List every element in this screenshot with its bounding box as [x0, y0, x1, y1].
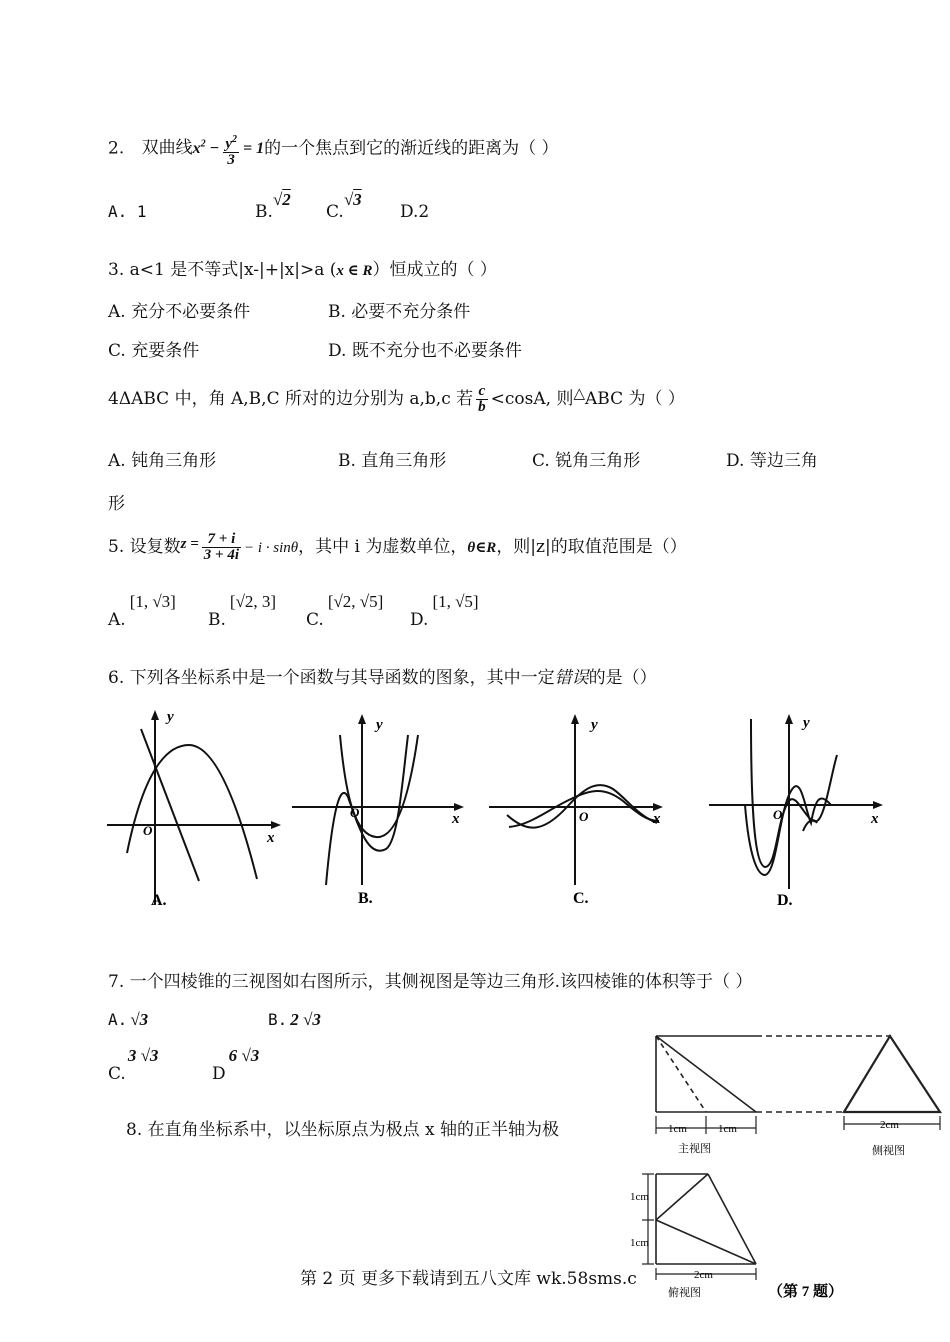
q6-graph-b: [290, 705, 470, 920]
graph-a-parabola: [127, 745, 257, 879]
q2-eq-den: 3: [227, 151, 235, 168]
q7-option-b-label: B.: [268, 1010, 288, 1029]
top-view-mid-line-1: [656, 1174, 708, 1220]
top-view-right-slant: [708, 1174, 756, 1264]
q4-stem: [108, 372, 685, 426]
q7-option-c: [108, 1046, 159, 1084]
q3-stem: [108, 255, 497, 280]
q7-option-a: [108, 1010, 148, 1030]
q5-option-b-value: [√2, 3]: [229, 592, 277, 611]
q4-frac-num: c: [476, 384, 488, 400]
q7-stem: 7. 一个四棱锥的三视图如右图所示，其侧视图是等边三角形.该四棱锥的体积等于（ ）: [108, 972, 753, 992]
q4-stem-b: <cosA, 则: [490, 389, 574, 409]
q7-option-a-value: √3: [130, 1010, 149, 1029]
graph-b-y-label: y: [376, 717, 383, 733]
q4-option-d-wrap: 形: [108, 494, 125, 514]
q3-stem-math: x ∈ R: [336, 263, 373, 279]
graph-c-y-arrow: [571, 714, 579, 724]
q2-prefix: 双曲线: [141, 138, 193, 159]
q6-emphasis: 错误: [554, 668, 589, 688]
graph-c-y-label: y: [591, 717, 598, 733]
graph-b-x-arrow: [454, 803, 464, 811]
q6-graph-c: [487, 705, 672, 920]
q5-option-a: [108, 592, 176, 630]
front-view: [656, 1036, 756, 1112]
q5-option-c-label: C.: [306, 610, 324, 630]
graph-d-y-label: y: [803, 715, 810, 731]
q3-option-a: A. 充分不必要条件: [108, 302, 251, 322]
top-vdim-label-2: 1cm: [630, 1237, 649, 1249]
q5-option-a-label: A.: [108, 610, 126, 630]
q5-option-a-value: [1, √3]: [129, 592, 176, 611]
q2-stem: [108, 128, 559, 168]
q3-stem-a: 3. a<1 是不等式|x-|+|x|>a (: [108, 260, 337, 280]
graph-a-x-arrow: [271, 821, 281, 829]
q2-option-b-value: 2: [282, 190, 291, 209]
q2-option-b: B.√2: [255, 190, 291, 222]
q4-option-c: C. 锐角三角形: [532, 451, 641, 471]
graph-a-x-label: x: [267, 830, 275, 846]
q4-frac-den: b: [478, 399, 486, 415]
q5-fraction: [202, 532, 241, 563]
graph-d-tail: [803, 820, 817, 831]
top-view-mid-line-2: [656, 1220, 756, 1264]
q5-theta: θ∈R: [467, 540, 497, 556]
q5-option-c: [306, 592, 384, 630]
top-view: [656, 1174, 756, 1264]
q2-option-a: A. 1: [108, 202, 147, 221]
front-dim-label-2: 1cm: [718, 1123, 737, 1135]
q2-eq-fraction: $\frac{y^2}{3}$: [225, 133, 238, 168]
graph-c-origin: O: [579, 809, 589, 824]
graph-d-caption: D.: [777, 892, 793, 909]
graph-b-x-label: x: [452, 811, 460, 827]
q4-stem-c: ABC 为（ ）: [585, 389, 685, 409]
q5-option-b: [208, 592, 277, 630]
q2-equation: $x^2$ − $\frac{y^2}{3}$ = 1: [192, 133, 265, 168]
q6-stem-a: 6. 下列各坐标系中是一个函数与其导函数的图象，其中一定: [108, 668, 555, 688]
graph-a-y-label: y: [167, 709, 174, 725]
q3-option-b: B. 必要不充分条件: [328, 302, 471, 322]
q7-option-b: [268, 1010, 321, 1030]
graph-b-caption: B.: [358, 890, 373, 907]
figure7-three-views: [628, 1030, 946, 1312]
graph-b-cubic: [326, 735, 408, 885]
graph-c-caption: C.: [573, 890, 589, 907]
q6-stem: [108, 663, 657, 688]
q3-option-d: D. 既不充分也不必要条件: [328, 341, 522, 361]
q7-option-d-value: 6 √3: [228, 1046, 260, 1065]
q5-option-d-value: [1, √5]: [432, 592, 479, 611]
top-vdim-label-1: 1cm: [630, 1191, 649, 1203]
q4-option-a: A. 钝角三角形: [108, 451, 217, 471]
graph-a-y-arrow: [151, 710, 159, 720]
q5-tail: − i · sinθ: [243, 540, 299, 556]
front-dim-label-1: 1cm: [668, 1123, 687, 1135]
q6-graph-d: [707, 705, 892, 920]
q2-option-c-label: C.: [326, 202, 344, 222]
q5-z-eq: z =: [180, 536, 199, 552]
top-view-vertical-dimensions: [642, 1174, 654, 1264]
q5-frac-den: 3 + 4i: [203, 547, 239, 563]
graph-a-origin: O: [143, 823, 153, 838]
q4-triangle-symbol: △: [573, 384, 585, 402]
q3-stem-b: ）恒成立的（ ）: [372, 260, 497, 280]
figure7-caption: （第 7 题）: [768, 1284, 844, 1300]
q2-option-c-value: 3: [353, 190, 362, 209]
graph-c-x-label: x: [653, 811, 661, 827]
q2-eq-x: x: [192, 140, 201, 158]
q2-eq-y: y: [225, 135, 233, 152]
q7-option-c-label: C.: [108, 1064, 126, 1084]
q4-option-d: D. 等边三角: [726, 451, 818, 471]
q4-option-b: B. 直角三角形: [338, 451, 447, 471]
graph-d-origin: O: [773, 807, 783, 822]
graph-d-y-arrow: [785, 714, 793, 724]
graph-a-caption: A.: [151, 892, 167, 909]
q5-stem-b: ，其中 i 为虚数单位，: [298, 537, 468, 557]
q7-option-c-value: 3 √3: [127, 1046, 159, 1065]
front-view-label: 主视图: [678, 1143, 711, 1155]
q2-option-c: C.√3: [326, 190, 362, 222]
top-view-label: 俯视图: [668, 1287, 701, 1299]
graph-b-origin: O: [350, 805, 360, 820]
q7-option-d: [212, 1046, 260, 1084]
q2-number: 2.: [108, 138, 125, 159]
q4-fraction: [476, 384, 488, 415]
q5-option-d: [410, 592, 479, 630]
q6-stem-b: 的是（）: [588, 668, 657, 688]
page-footer: 第 2 页 更多下载请到五八文库 wk.58sms.c: [300, 1269, 637, 1289]
graph-d-x-arrow: [873, 801, 883, 809]
q2-option-b-label: B.: [255, 202, 273, 222]
side-dim-label: 2cm: [880, 1119, 899, 1131]
q5-stem: [108, 522, 687, 573]
q5-option-b-label: B.: [208, 610, 226, 630]
q4-stem-a: 4ΔABC 中，角 A,B,C 所对的边分别为 a,b,c 若: [108, 389, 474, 409]
graph-d-function: [751, 719, 837, 867]
q6-graph-a: [105, 705, 285, 920]
graph-c-x-arrow: [653, 803, 663, 811]
side-view-triangle: [844, 1036, 940, 1112]
graph-b-y-arrow: [358, 714, 366, 724]
q5-option-d-label: D.: [410, 610, 429, 630]
q3-option-c: C. 充要条件: [108, 341, 200, 361]
q7-option-a-label: A.: [108, 1010, 128, 1029]
front-view-hidden-line: [656, 1036, 706, 1112]
q2-suffix: 的一个焦点到它的渐近线的距离为（ ）: [264, 138, 559, 159]
q7-option-d-label: D: [212, 1064, 226, 1084]
q2-option-d: D.2: [400, 202, 430, 222]
graph-d-x-label: x: [871, 811, 879, 827]
q7-option-b-value: 2 √3: [290, 1010, 321, 1029]
q5-stem-a: 5. 设复数: [108, 537, 181, 557]
q5-frac-num: 7 + i: [202, 532, 241, 548]
q8-stem: 8. 在直角坐标系中，以坐标原点为极点 x 轴的正半轴为极: [126, 1120, 560, 1140]
top-hdim-label: 2cm: [694, 1269, 713, 1281]
q2-eq-rhs: = 1: [243, 140, 265, 158]
q5-stem-c: ，则|z|的取值范围是（）: [496, 537, 687, 557]
side-view-label: 侧视图: [872, 1145, 905, 1157]
front-view-diagonal: [656, 1036, 756, 1112]
q5-option-c-value: [√2, √5]: [327, 592, 384, 611]
